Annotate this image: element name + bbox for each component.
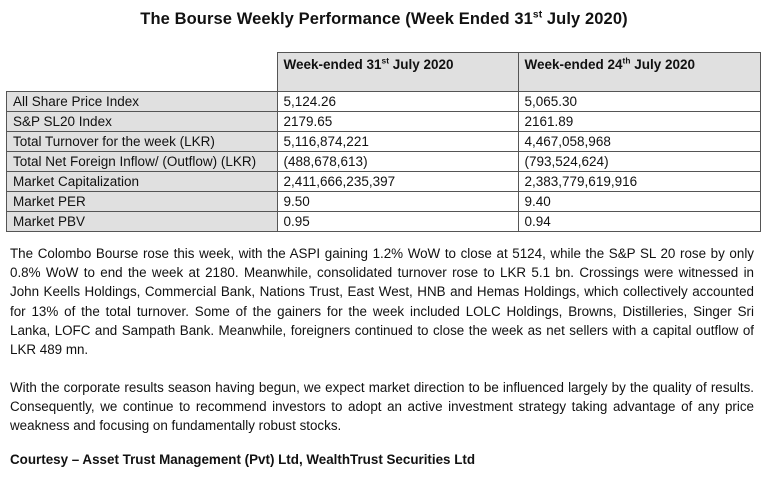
page-title [0, 10, 768, 29]
row-label: Market PER [7, 192, 278, 212]
previous-value: (793,524,624) [518, 152, 760, 172]
table-row [7, 132, 761, 152]
table-row [7, 212, 761, 232]
table-row [7, 172, 761, 192]
current-value: (488,678,613) [277, 152, 518, 172]
column-header-previous [518, 53, 760, 92]
column-header-previous-sup: th [622, 55, 631, 66]
outlook-paragraph: With the corporate results season having begun, we expect market direction to be influenced largely by the quality of results. Consequently, we continue to recommend investors to adopt an active investment strategy taking advantage of any price weakness and focusing on fundamentally robust stocks. [10, 380, 754, 434]
previous-value: 2161.89 [518, 112, 760, 132]
column-header-current-sup: st [381, 55, 389, 66]
row-label: S&P SL20 Index [7, 112, 278, 132]
table-row [7, 92, 761, 112]
title-prefix: The Bourse Weekly Performance (Week Ended 31 [140, 10, 533, 28]
row-label: Total Turnover for the week (LKR) [7, 132, 278, 152]
current-value: 5,124.26 [277, 92, 518, 112]
row-label: Total Net Foreign Inflow/ (Outflow) (LKR) [7, 152, 278, 172]
current-value: 2179.65 [277, 112, 518, 132]
title-suffix: July 2020) [542, 10, 628, 28]
table-row [7, 192, 761, 212]
previous-value: 2,383,779,619,916 [518, 172, 760, 192]
market-summary-paragraph: The Colombo Bourse rose this week, with the ASPI gaining 1.2% WoW to close at 5124, while the S&P SL 20 rose by only 0.8% WoW to end the week at 2180. Meanwhile, consolidated turnover rose to LKR 5.1 bn. Crossings were witnessed in John Keells Holdings, Commercial Bank, Nations Trust, East West, HNB and Hemas Holdings, which collectively accounted for 13% of the total turnover. Some of the gainers for the week included LOLC Holdings, Browns, Distilleries, Singer Sri Lanka, LOFC and Sampath Bank. Meanwhile, foreigners continued to close the week as net sellers with a capital outflow of LKR 489 mn. [10, 246, 754, 358]
previous-value: 4,467,058,968 [518, 132, 760, 152]
column-header-current [277, 53, 518, 92]
previous-value: 9.40 [518, 192, 760, 212]
header-blank-cell [7, 53, 278, 92]
current-value: 0.95 [277, 212, 518, 232]
courtesy-note: Courtesy – Asset Trust Management (Pvt) Ltd, WealthTrust Securities Ltd [10, 452, 476, 467]
current-value: 2,411,666,235,397 [277, 172, 518, 192]
previous-value: 0.94 [518, 212, 760, 232]
table-row [7, 112, 761, 132]
column-header-current-suffix: July 2020 [388, 57, 454, 72]
column-header-previous-suffix: July 2020 [630, 57, 695, 72]
table-header-row [7, 53, 761, 92]
row-label: Market Capitalization [7, 172, 278, 192]
column-header-previous-prefix: Week-ended 24 [524, 57, 623, 72]
current-value: 9.50 [277, 192, 518, 212]
title-sup: st [532, 9, 543, 21]
performance-table [6, 52, 761, 232]
previous-value: 5,065.30 [518, 92, 760, 112]
row-label: Market PBV [7, 212, 278, 232]
table-row [7, 152, 761, 172]
column-header-current-prefix: Week-ended 31 [283, 57, 382, 72]
row-label: All Share Price Index [7, 92, 278, 112]
current-value: 5,116,874,221 [277, 132, 518, 152]
